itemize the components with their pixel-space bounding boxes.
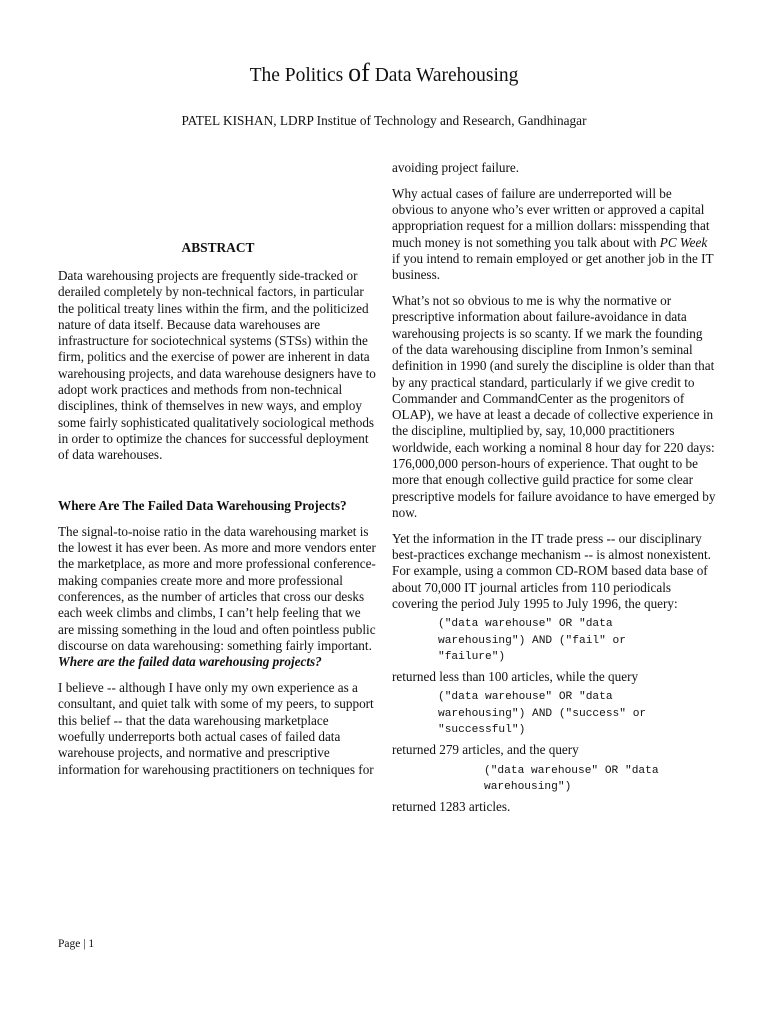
author-affiliation: PATEL KISHAN, LDRP Institue of Technology and Research, Gandhinagar	[181, 113, 587, 128]
title-part-2: of	[348, 58, 370, 87]
title-part-3: Data Warehousing	[369, 65, 519, 86]
trade-press-paragraph: Yet the information in the IT trade press -- our disciplinary best-practices exchange mechanism -- is almost nonexistent. For example, using a common CD-ROM based data base of about 70,000 IT journal articles from 110 periodicals covering the period July 1995 to July 1996, the query:	[392, 530, 711, 611]
right-column	[392, 160, 716, 825]
title-part-1: The Politics	[249, 65, 349, 86]
underreported-text-a: Why actual cases of failure are underreported will be obvious to anyone who’s ever written or approved a capital appropriation request for a million dollars: misspending that much money is not something you talk about with	[392, 185, 710, 250]
result-success: returned 279 articles, and the query	[392, 742, 579, 758]
underreported-paragraph	[392, 186, 716, 284]
continuation-paragraph: avoiding project failure.	[392, 160, 520, 175]
belief-paragraph: I believe -- although I have only my own experience as a consultant, and quiet talk with some of my peers, to support this belief -- that the data warehousing marketplace woefully underreports both actual cases of failed data warehouse projects, and normative and prescriptive information for warehousing practitioners on techniques for	[58, 680, 374, 777]
page-number: Page | 1	[58, 938, 95, 950]
failed-projects-question: Where are the failed data warehousing projects?	[58, 654, 322, 670]
left-column	[58, 160, 378, 787]
publication-name: PC Week	[659, 234, 708, 250]
abstract-paragraph: Data warehousing projects are frequently side-tracked or derailed completely by non-technical factors, in particular the political treaty lines within the firm, and the politicized nature of data itself. Because data warehouses are infrastructure for sociotechnical systems (STSs) within the firm, politics and the exercise of power are inherent in data warehousing projects, and data warehouse designers have to adopt work practices and methods from non-technical disciplines, think of themselves in new ways, and employ some fairly sophisticated qualitatively sociological methods in order to optimize the chances for successful deployment of data warehouses.	[58, 268, 376, 463]
query-success: ("data warehouse" OR "data warehousing") AND ("success" or "successful")	[438, 691, 647, 736]
section-heading: Where Are The Failed Data Warehousing Projects?	[58, 497, 347, 513]
underreported-text-b: if you intend to remain employed or get another job in the IT business.	[392, 250, 714, 283]
signal-noise-text: The signal-to-noise ratio in the data warehousing market is the lowest it has ever been. As more and more vendors enter the marketplace, as more and more professional conference-making companies create more and more professional conferences, as the number of articles that cross our desks each week climbs and climbs, I can’t help feeling that we are missing something in the loud and often pointless public discourse on data warehousing: something fairly important.	[58, 523, 376, 653]
result-all: returned 1283 articles.	[392, 799, 511, 815]
paper-title	[0, 58, 768, 91]
result-failure: returned less than 100 articles, while the query	[392, 669, 639, 685]
normative-paragraph: What’s not so obvious to me is why the normative or prescriptive information about failure-avoidance in data warehousing projects is so scanty. If we mark the founding of the data warehousing discipline from Inmon’s seminal definition in 1990 (and surely the discipline is older than that by any practical standard, particularly if we give credit to Commander and CommandCenter as the progenitors of OLAP), we have at least a decade of collective experience in the discipline, multiplied by, say, 10,000 practitioners worldwide, each working a nominal 8 hour day for 220 days: 176,000,000 person-hours of experience. That ought to be more that enough collective guild practice for some clear prescriptive models for failure avoidance to have emerged by now.	[392, 293, 716, 520]
query-failure: ("data warehouse" OR "data warehousing") AND ("fail" or "failure")	[438, 618, 626, 663]
abstract-heading: ABSTRACT	[181, 240, 255, 255]
signal-noise-paragraph	[58, 524, 378, 671]
query-all: ("data warehouse" OR "data warehousing")	[484, 764, 659, 793]
